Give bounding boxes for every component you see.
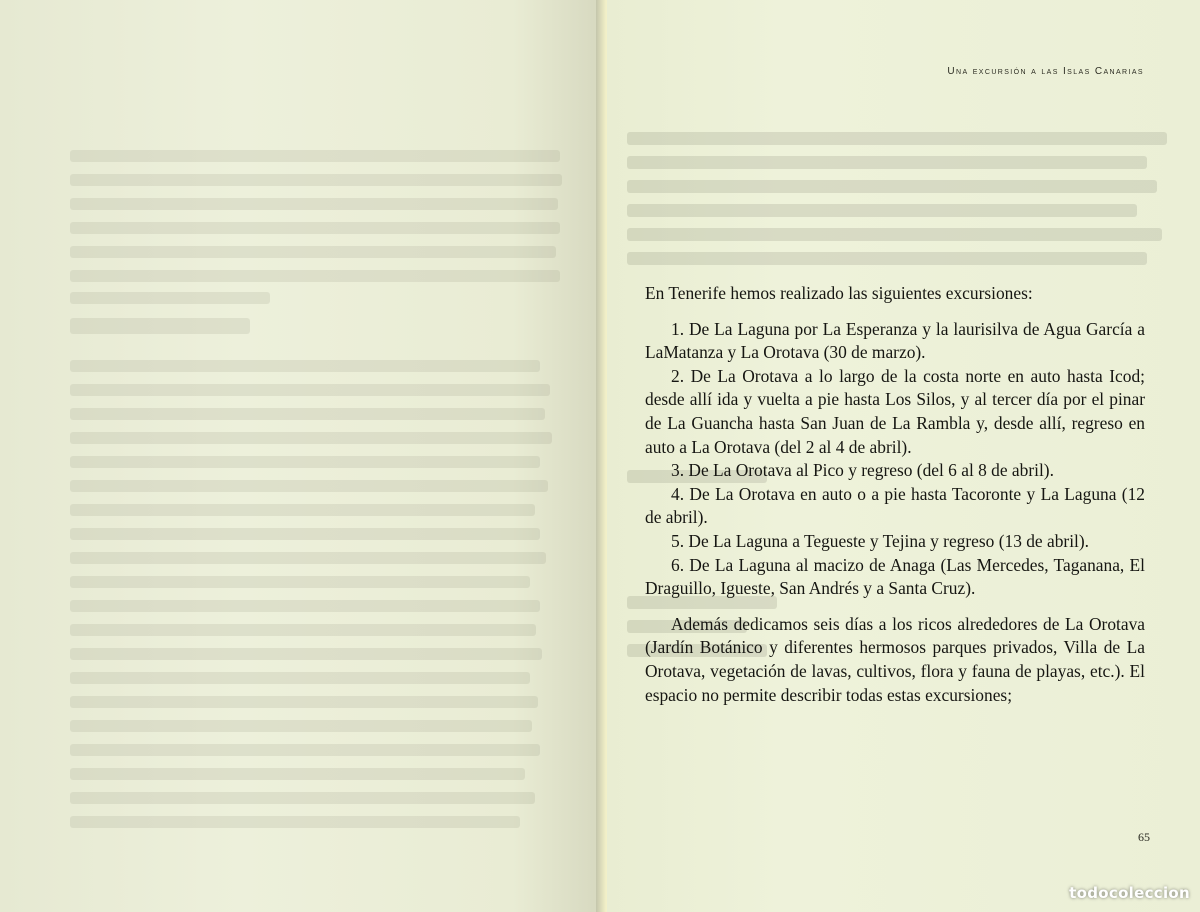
excursion-item-1: 1. De La Laguna por La Esperanza y la laurisilva de Agua García a LaMatanza y La Orotava (30 de marzo). bbox=[645, 318, 1145, 363]
closing-paragraph: Además dedicamos seis días a los ricos alrededores de La Orotava (Jardín Botánico y diferentes hermosos parques privados, Villa de La Orotava, vegetación de lavas, cultivos, flora y fauna de playas, etc.). El espacio no permite describir todas estas excursiones; bbox=[645, 613, 1145, 705]
intro-paragraph: En Tenerife hemos realizado las siguientes excursiones: bbox=[645, 283, 1033, 303]
page-number: 65 bbox=[1138, 830, 1150, 844]
excursion-item-6: 6. De La Laguna al macizo de Anaga (Las Mercedes, Taganana, El Draguillo, Igueste, San Andrés y a Santa Cruz). bbox=[645, 554, 1145, 599]
left-page-faded-text bbox=[70, 60, 570, 880]
watermark: todocoleccion bbox=[1069, 884, 1190, 902]
running-head: Una excursión a las Islas Canarias bbox=[947, 66, 1144, 77]
right-page bbox=[607, 0, 1200, 912]
excursion-item-5: 5. De La Laguna a Tegueste y Tejina y regreso (13 de abril). bbox=[671, 530, 1090, 551]
excursion-item-2: 2. De La Orotava a lo largo de la costa norte en auto hasta Icod; desde allí ida y vuelta a pie hasta Los Silos, y al tercer día por el pinar de La Guancha hasta San Juan de La Rambla y, desde allí, regreso en auto a La Orotava (del 2 al 4 de abril). bbox=[645, 365, 1145, 457]
page-body bbox=[645, 282, 1145, 707]
excursion-item-4: 4. De La Orotava en auto o a pie hasta Tacoronte y La Laguna (12 de abril). bbox=[645, 483, 1145, 528]
excursion-item-3: 3. De La Orotava al Pico y regreso (del 6 al 8 de abril). bbox=[671, 460, 1054, 481]
